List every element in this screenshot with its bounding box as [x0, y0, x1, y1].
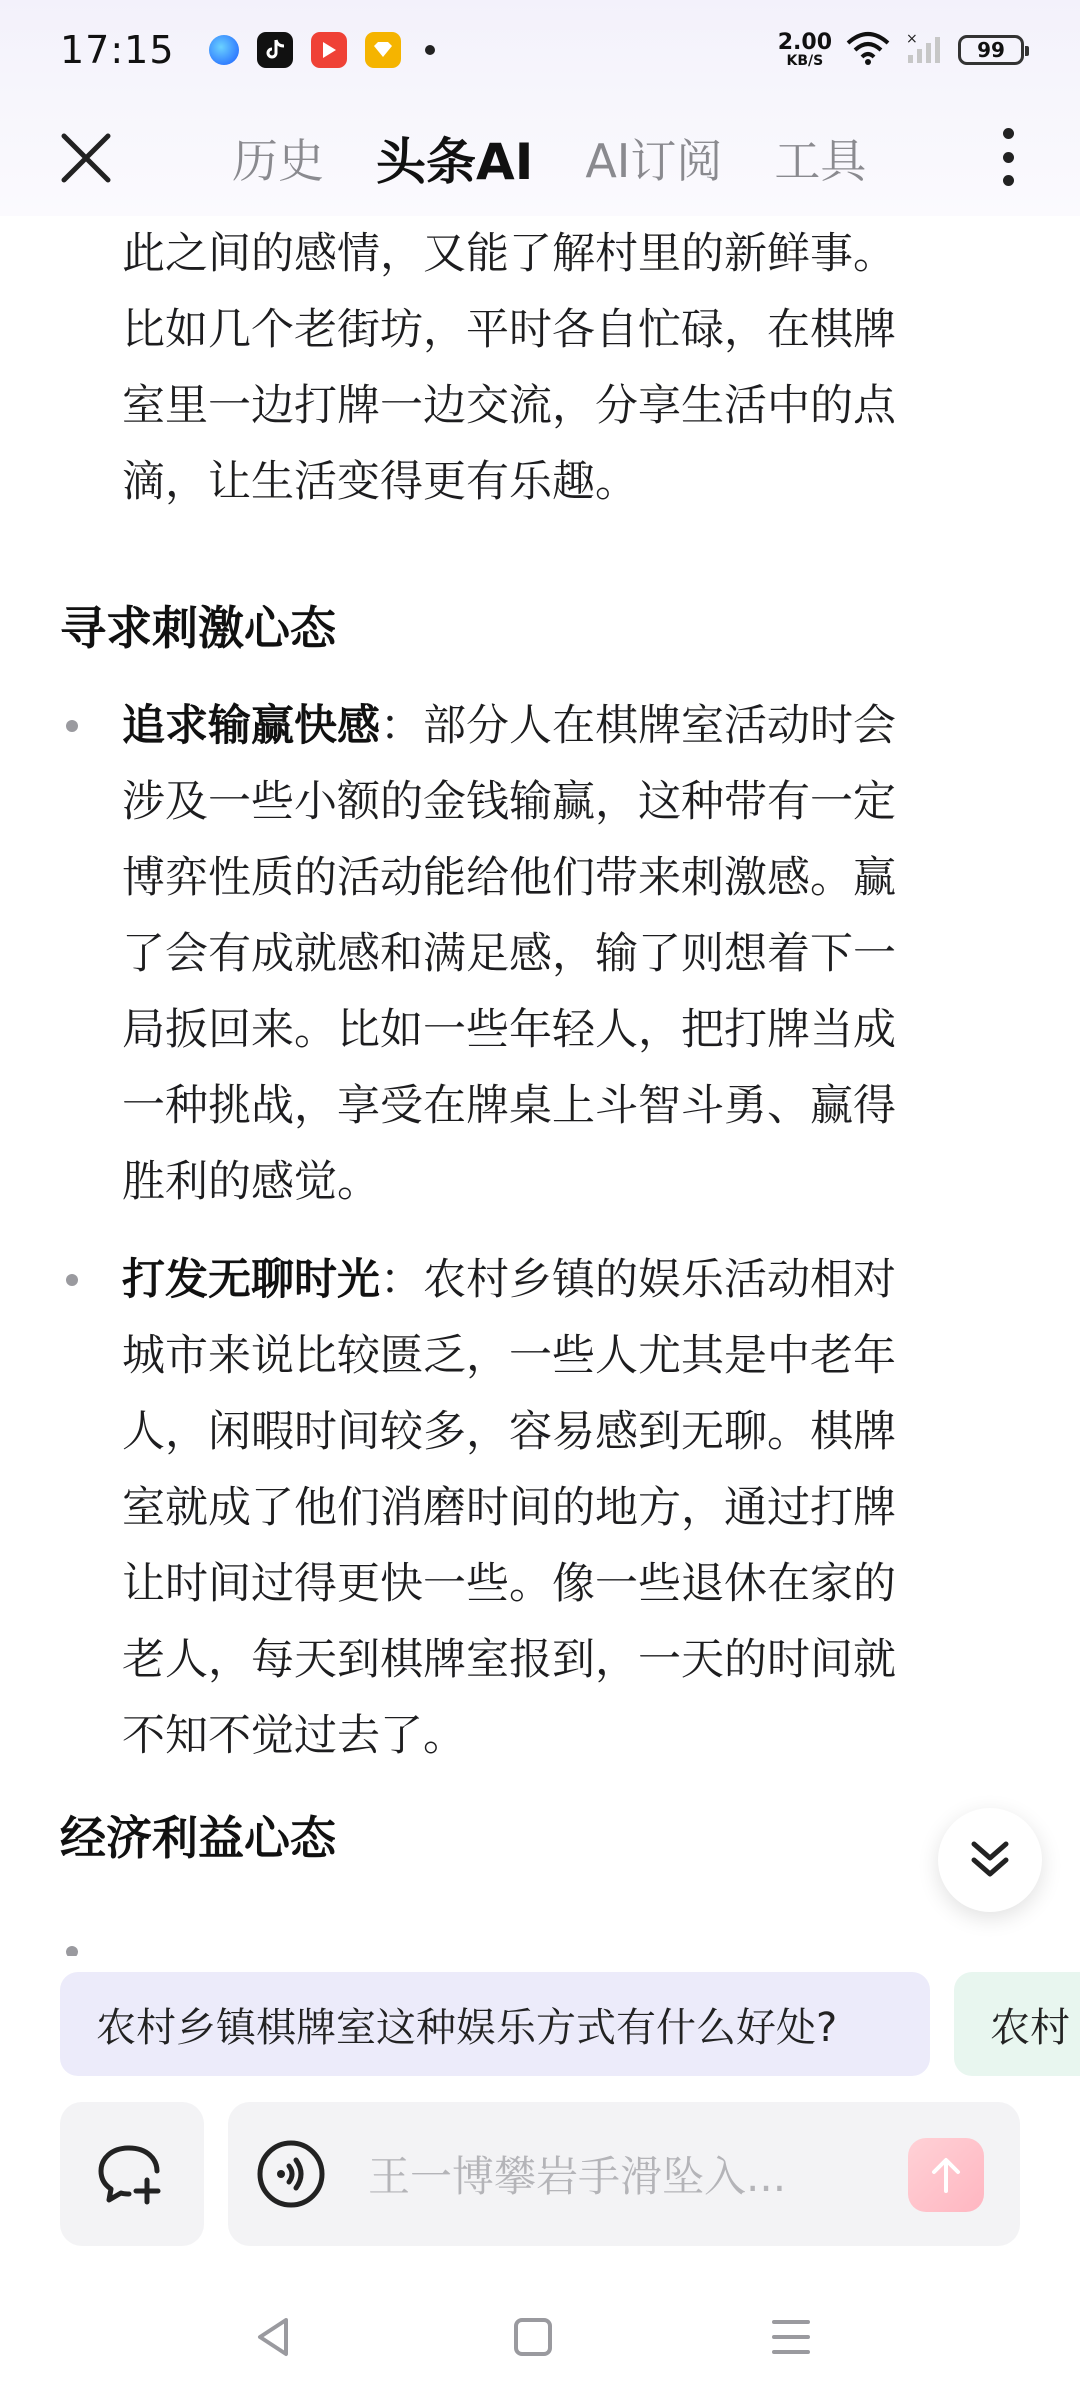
paragraph-line: 胜利的感觉。 [122, 1157, 380, 1207]
menu-lines-icon [766, 2312, 816, 2362]
net-speed-value: 2.00 [777, 30, 832, 55]
input-placeholder: 王一博攀岩手滑坠入... [368, 2152, 787, 2201]
send-button[interactable] [908, 2138, 984, 2212]
voice-icon [256, 2139, 326, 2209]
double-chevron-down-icon [966, 1838, 1014, 1882]
battery-indicator [958, 35, 1024, 65]
status-app-icons [209, 32, 435, 68]
close-button[interactable] [56, 128, 116, 188]
paragraph-line: 让时间过得更快一些。像一些退休在家的 [122, 1559, 896, 1609]
back-triangle-icon [250, 2312, 300, 2362]
paragraph-line: 老人，每天到棋牌室报到，一天的时间就 [122, 1635, 896, 1685]
more-dots-icon [1003, 128, 1014, 139]
home-square-icon [508, 2312, 558, 2362]
system-nav-bar [0, 2270, 1080, 2400]
paragraph-line: 不知不觉过去了。 [122, 1711, 466, 1761]
bullet-first-line: ：农村乡镇的娱乐活动相对 [380, 1255, 896, 1305]
tab-history[interactable]: 历史 [232, 134, 324, 188]
new-chat-button[interactable] [60, 2102, 204, 2246]
tab-toutiao-ai[interactable]: 头条AI [376, 133, 534, 191]
browser-icon [209, 35, 239, 65]
paragraph-line: 室里一边打牌一边交流，分享生活中的点 [122, 381, 896, 431]
tiktok-icon [257, 32, 293, 68]
suggestion-chips [0, 1972, 1080, 2076]
battery-level: 99 [977, 38, 1005, 62]
paragraph-line: 涉及一些小额的金钱输赢，这种带有一定 [122, 777, 896, 827]
wifi-icon [846, 31, 890, 69]
close-icon [56, 128, 116, 188]
video-icon [311, 32, 347, 68]
net-speed-unit: KB/S [786, 53, 824, 69]
section-heading-economic: 经济利益心态 [60, 1811, 336, 1865]
paragraph-line: 一种挑战，享受在牌桌上斗智斗勇、赢得 [122, 1081, 896, 1131]
more-options-button[interactable] [988, 122, 1028, 192]
bullet-title: 追求输赢快感 [122, 701, 380, 751]
bullet-dot-icon [66, 1946, 78, 1956]
net-speed [778, 32, 832, 68]
paragraph-line: 局扳回来。比如一些年轻人，把打牌当成 [122, 1005, 896, 1055]
bullet-item-boredom [122, 1242, 1002, 1774]
suggestion-chip[interactable]: 农村乡镇棋牌室这种娱乐方式有什么好处? [60, 1972, 930, 2076]
paragraph-line: 城市来说比较匮乏，一些人尤其是中老年 [122, 1331, 896, 1381]
tab-bar [232, 100, 918, 216]
paragraph-line: 室就成了他们消磨时间的地方，通过打牌 [122, 1483, 896, 1533]
suggestion-chip[interactable]: 农村 [954, 1972, 1080, 2076]
voice-input-button[interactable] [256, 2139, 326, 2209]
bullet-item-win-lose [122, 688, 1002, 1220]
section-heading-excitement: 寻求刺激心态 [60, 601, 336, 655]
system-back-button[interactable] [250, 2312, 300, 2362]
cellular-signal-icon [904, 31, 944, 69]
status-bar [0, 0, 1080, 100]
bullet-title: 打发无聊时光 [122, 1255, 380, 1305]
paragraph-line: 人，闲暇时间较多，容易感到无聊。棋牌 [122, 1407, 896, 1457]
notification-dot-icon [425, 45, 435, 55]
system-menu-button[interactable] [766, 2312, 816, 2362]
status-time: 17:15 [60, 28, 175, 72]
gold-app-icon [365, 32, 401, 68]
arrow-up-icon [929, 2155, 963, 2195]
answer-content [0, 216, 1080, 1956]
tab-ai-subscribe[interactable]: AI订阅 [585, 134, 723, 188]
tab-tools[interactable]: 工具 [774, 134, 867, 188]
message-input[interactable] [228, 2102, 1020, 2246]
paragraph-line: 滴，让生活变得更有乐趣。 [122, 457, 638, 507]
paragraph-1 [122, 216, 1002, 520]
new-chat-icon [97, 2142, 167, 2206]
bullet-dot-icon [66, 720, 78, 732]
scroll-to-bottom-button[interactable] [938, 1808, 1042, 1912]
paragraph-line: 了会有成就感和满足感，输了则想着下一 [122, 929, 896, 979]
paragraph-line: 比如几个老街坊，平时各自忙碌，在棋牌 [122, 305, 896, 355]
bullet-first-line: ：部分人在棋牌室活动时会 [380, 701, 896, 751]
system-home-button[interactable] [508, 2312, 558, 2362]
paragraph-line: 博弈性质的活动能给他们带来刺激感。赢 [122, 853, 896, 903]
paragraph-line: 此之间的感情，又能了解村里的新鲜事。 [122, 229, 896, 279]
top-nav [0, 100, 1080, 216]
status-right [778, 31, 1024, 69]
svg-text:×: × [906, 31, 918, 47]
bullet-dot-icon [66, 1274, 78, 1286]
